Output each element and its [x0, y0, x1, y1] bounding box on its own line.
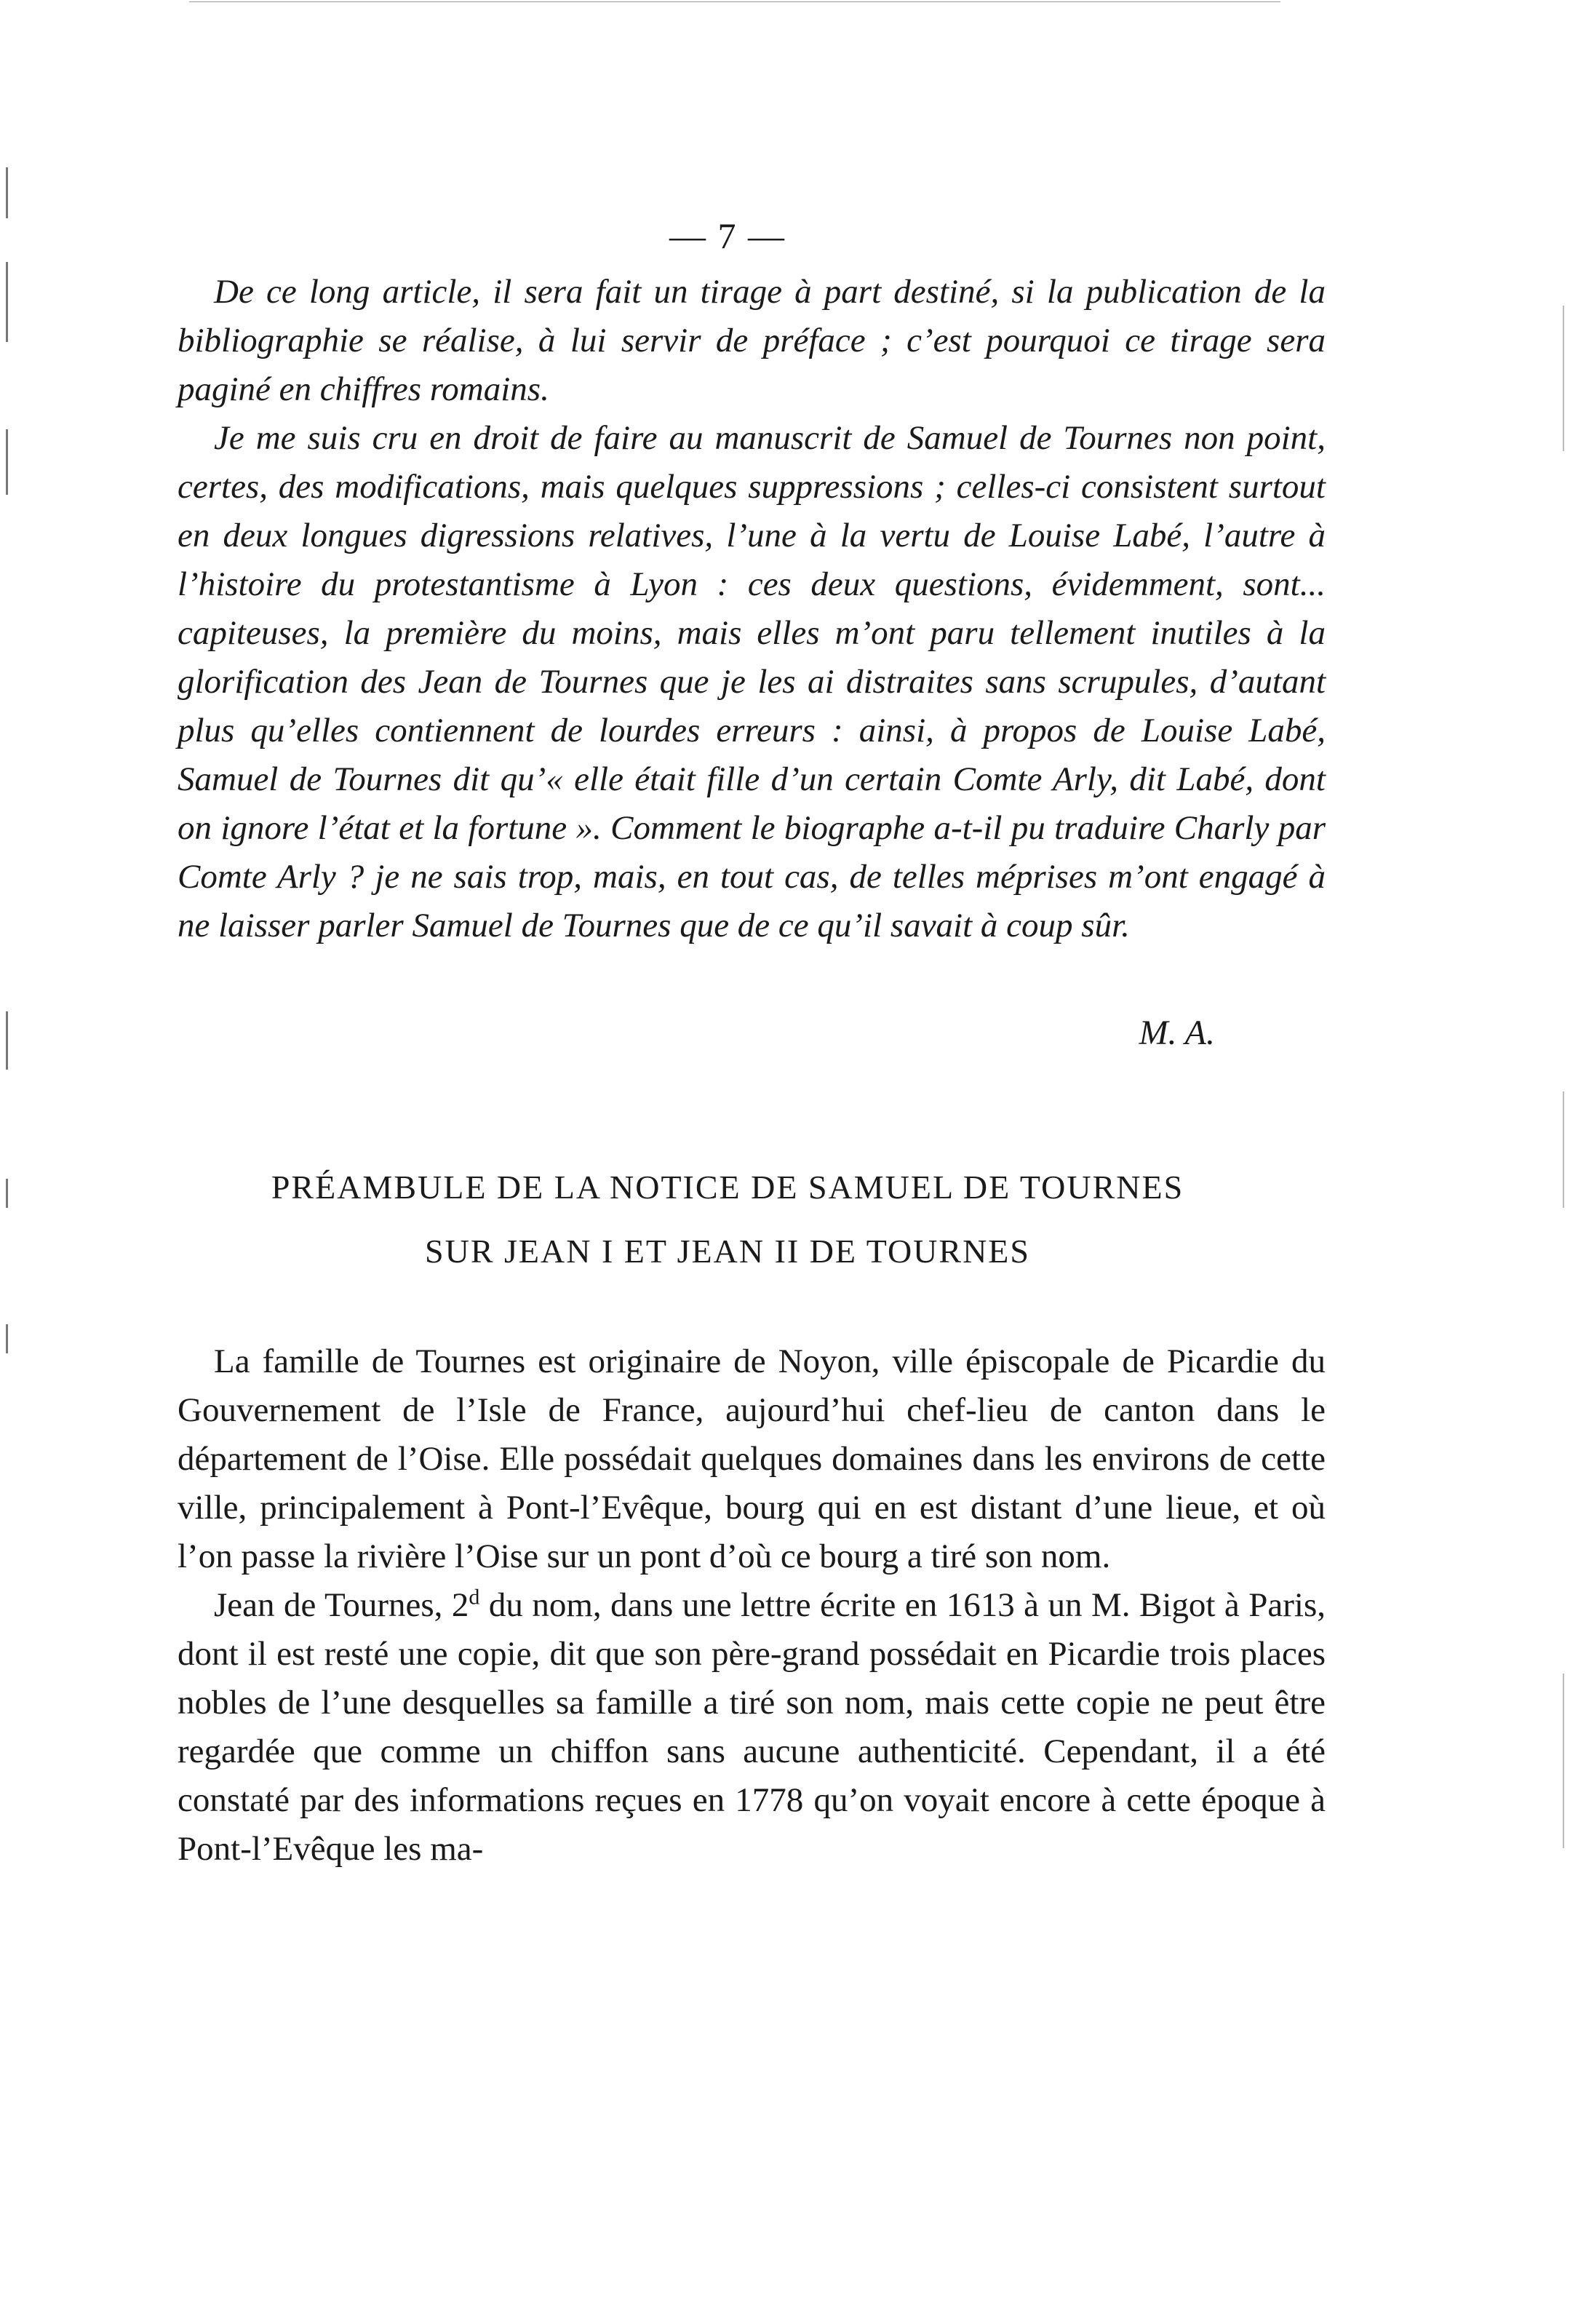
left-edge-mark-2 — [6, 262, 8, 342]
section-heading-line-2: SUR JEAN I ET JEAN II DE TOURNES — [425, 1233, 1030, 1270]
body-paragraph-2-start: Jean de Tournes, 2 — [214, 1586, 469, 1624]
page-number: — 7 — — [669, 215, 786, 256]
editor-note-paragraph-2: Je me suis cru en droit de faire au manuscrit de Samuel de Tournes non point, certes, des modifications, mais quelques suppressions ; celles-ci consistent surtout en deux longues digressions relatives, l’une à la vertu de Louise Labé, l’autre à l’histoire du protestantisme à Lyon : ces deux questions, évidemment, sont... capiteuses, la première du moins, mais elles m’ont paru tellement inutiles à la glorification des Jean de Tournes que je les ai distraites sans scrupules, d’autant plus qu’elles contiennent de lourdes erreurs : ainsi, à propos de Louise Labé, Samuel de Tournes dit qu’« elle était fille d’un certain Comte Arly, dit Labé, dont on ignore l’état et la fortune ». Comment le biographe a-t-il pu traduire Charly par Comte Arly ? je ne sais trop, mais, en tout cas, de telles méprises m’ont engagé à ne laisser parler Samuel de Tournes que de ce qu’il savait à coup sûr. — [178, 419, 1326, 944]
editor-note — [178, 268, 1326, 950]
main-text — [178, 1337, 1326, 1874]
right-edge-mark-1 — [1563, 306, 1564, 451]
editor-note-paragraph-1: De ce long article, il sera fait un tirage à part destiné, si la publication de la bibliographie se réalise, à lui servir de préface ; c’est pourquoi ce tirage sera paginé en chiffres romains. — [178, 273, 1326, 408]
body-paragraph-2 — [178, 1581, 1326, 1874]
ordinal-superscript: d — [469, 1585, 480, 1609]
right-edge-mark-3 — [1563, 1674, 1564, 1848]
left-edge-mark-4 — [6, 1011, 8, 1070]
left-edge-mark-1 — [6, 167, 8, 218]
left-edge-mark-6 — [6, 1324, 8, 1353]
body-paragraph-2-rest: du nom, dans une lettre écrite en 1613 à un M. Bigot à Paris, dont il est resté une copie, dit que son père-grand possédait en Picardie trois places nobles de l’une desquelles sa famille a tiré son nom, mais cette copie ne peut être regardée que comme un chiffon sans aucune authenticité. Cependant, il a été constaté par des informations reçues en 1778 qu’on voyait encore à cette époque à Pont-l’Evêque les ma- — [178, 1586, 1326, 1868]
signature-initials: M. A. — [1139, 1014, 1215, 1052]
left-edge-mark-5 — [6, 1179, 8, 1208]
section-heading-line-1: PRÉAMBULE DE LA NOTICE DE SAMUEL DE TOURNES — [271, 1169, 1184, 1206]
right-edge-mark-2 — [1563, 1091, 1564, 1208]
body-paragraph-1: La famille de Tournes est originaire de Noyon, ville épiscopale de Picardie du Gouvernement de l’Isle de France, aujourd’hui chef-lieu de canton dans le département de l’Oise. Elle possédait quelques domaines dans les environs de cette ville, principalement à Pont-l’Evêque, bourg qui en est distant d’une lieue, et où l’on passe la rivière l’Oise sur un pont d’où ce bourg a tiré son nom. — [178, 1342, 1326, 1575]
top-edge-line — [189, 1, 1280, 2]
left-edge-mark-3 — [6, 429, 8, 495]
